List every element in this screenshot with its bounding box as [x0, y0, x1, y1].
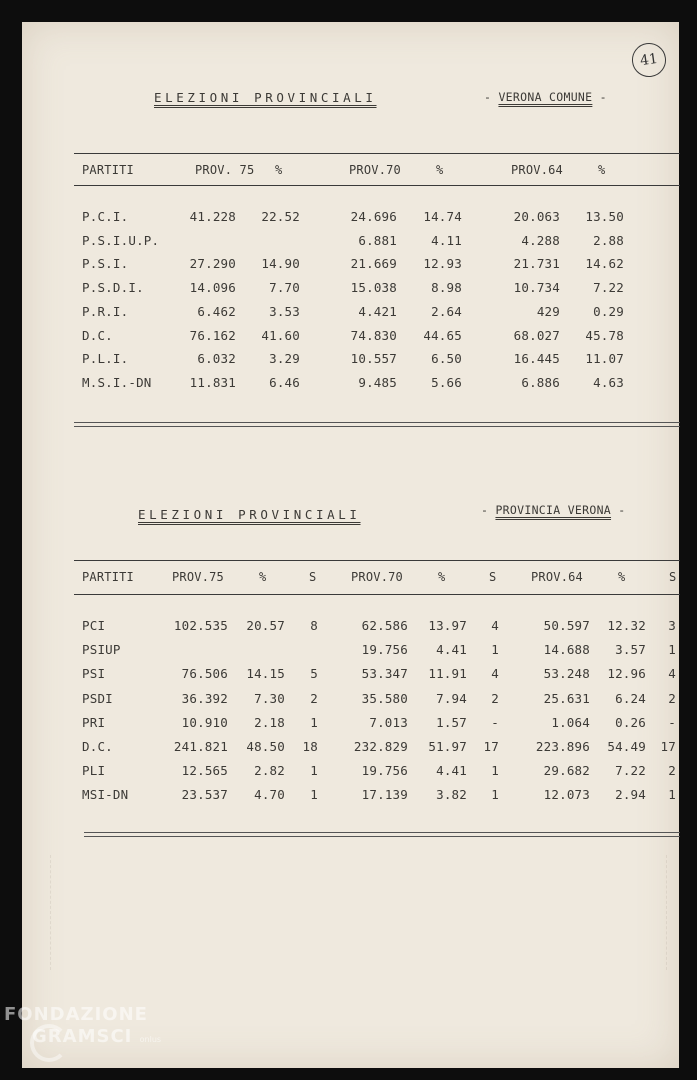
value-cell: 53.347 [361, 666, 408, 682]
value-cell: 1 [491, 763, 499, 779]
party-name-cell: PCI [82, 618, 106, 633]
value-cell: 0.29 [593, 303, 624, 319]
section2-header-bottom-rule [74, 594, 680, 595]
value-cell: 223.896 [535, 739, 590, 754]
value-cell: 22.52 [261, 209, 300, 224]
value-cell: 53.248 [543, 666, 590, 682]
value-cell: 20.57 [246, 618, 285, 633]
value-cell: 3.29 [269, 351, 300, 367]
value-cell: 44.65 [423, 327, 462, 343]
value-cell: 6.462 [197, 303, 236, 319]
value-cell: 2 [310, 690, 318, 706]
section1-header-top-rule [74, 153, 680, 154]
value-cell: 5 [310, 666, 318, 682]
value-cell: 6.50 [431, 351, 462, 367]
value-cell: 6.032 [197, 351, 236, 367]
watermark-line2: GRAMSCI [32, 1026, 133, 1047]
column-header: PROV.75 [172, 570, 224, 584]
value-cell: 11.91 [428, 666, 467, 682]
column-header: PROV. 75 [195, 163, 255, 177]
value-cell: 12.565 [181, 763, 228, 779]
value-cell: 23.537 [181, 787, 228, 803]
watermark-logo [4, 1004, 161, 1051]
value-cell: 17.139 [361, 787, 408, 803]
value-cell: 1.064 [551, 714, 590, 730]
value-cell: 1 [310, 787, 318, 803]
value-cell: 2.82 [254, 763, 285, 779]
value-cell: 41.228 [189, 209, 236, 224]
section2-subtitle: - PROVINCIA VERONA - [481, 503, 626, 517]
watermark-line3: onlus [139, 1035, 162, 1044]
party-name-cell: P.S.I.U.P. [82, 232, 160, 248]
column-header: PROV.64 [511, 163, 563, 177]
value-cell: 4.70 [254, 787, 285, 803]
page-number: 41 [630, 41, 668, 79]
party-name-cell: PSI [82, 666, 106, 682]
value-cell: 4.11 [431, 232, 462, 248]
value-cell: 8.98 [431, 280, 462, 296]
value-cell: 2 [668, 763, 676, 779]
party-name-cell: P.S.I. [82, 256, 129, 272]
value-cell: 8 [310, 618, 318, 633]
column-header: % [275, 163, 283, 177]
column-header: % [598, 163, 606, 177]
value-cell: 9.485 [358, 374, 397, 390]
value-cell: 4 [668, 666, 676, 682]
value-cell: 13.50 [585, 209, 624, 224]
section2-double-rule [84, 832, 680, 837]
value-cell: 2.94 [615, 787, 646, 803]
value-cell: 35.580 [361, 690, 408, 706]
value-cell: 6.46 [269, 374, 300, 390]
value-cell: 11.831 [189, 374, 236, 390]
value-cell: 13.97 [428, 618, 467, 633]
section1-subtitle: - VERONA COMUNE - [484, 90, 607, 104]
section2-header-top-rule [74, 560, 680, 561]
column-header: % [436, 163, 444, 177]
blank-lower-area [50, 855, 667, 970]
value-cell: 76.506 [181, 666, 228, 682]
section1-title: ELEZIONI PROVINCIALI [154, 90, 377, 105]
section1-double-rule [74, 422, 680, 427]
value-cell: 6.886 [521, 374, 560, 390]
value-cell: 20.063 [513, 209, 560, 224]
value-cell: 1 [310, 763, 318, 779]
value-cell: 1 [491, 642, 499, 658]
party-name-cell: D.C. [82, 327, 113, 343]
value-cell: 3.82 [436, 787, 467, 803]
value-cell: 50.597 [543, 618, 590, 633]
watermark-line1: FONDAZIONE [4, 1004, 148, 1025]
section1-header-bottom-rule [74, 185, 680, 186]
value-cell: 48.50 [246, 739, 285, 754]
column-header: PROV.70 [349, 163, 401, 177]
value-cell: 7.22 [593, 280, 624, 296]
value-cell: 1 [491, 787, 499, 803]
value-cell: 4.288 [521, 232, 560, 248]
value-cell: 4.63 [593, 374, 624, 390]
value-cell: 21.669 [350, 256, 397, 272]
party-name-cell: P.R.I. [82, 303, 129, 319]
value-cell: 7.94 [436, 690, 467, 706]
value-cell: 62.586 [361, 618, 408, 633]
value-cell: 12.93 [423, 256, 462, 272]
value-cell: 27.290 [189, 256, 236, 272]
column-header: PROV.70 [351, 570, 403, 584]
party-name-cell: P.S.D.I. [82, 280, 144, 296]
value-cell: 12.32 [607, 618, 646, 633]
value-cell: 24.696 [350, 209, 397, 224]
value-cell: 14.688 [543, 642, 590, 658]
value-cell: 7.30 [254, 690, 285, 706]
value-cell: 5.66 [431, 374, 462, 390]
value-cell: 4 [491, 618, 499, 633]
party-name-cell: PLI [82, 763, 106, 779]
value-cell: 4.41 [436, 642, 467, 658]
value-cell: 74.830 [350, 327, 397, 343]
value-cell: 12.96 [607, 666, 646, 682]
column-header: S [489, 570, 497, 584]
value-cell: 25.631 [543, 690, 590, 706]
value-cell: 14.62 [585, 256, 624, 272]
gramsci-logo-icon [30, 1024, 68, 1062]
value-cell: 7.013 [369, 714, 408, 730]
value-cell: 1 [310, 714, 318, 730]
value-cell: 4 [491, 666, 499, 682]
column-header: % [259, 570, 267, 584]
value-cell: 4.421 [358, 303, 397, 319]
value-cell: 18 [302, 739, 318, 754]
value-cell: 6.24 [615, 690, 646, 706]
party-name-cell: PSDI [82, 690, 113, 706]
column-header: % [438, 570, 446, 584]
value-cell: - [668, 714, 676, 730]
party-name-cell: D.C. [82, 739, 113, 754]
value-cell: 17 [660, 739, 676, 754]
value-cell: 7.22 [615, 763, 646, 779]
value-cell: 21.731 [513, 256, 560, 272]
section2-title: ELEZIONI PROVINCIALI [138, 507, 361, 522]
value-cell: 6.881 [358, 232, 397, 248]
value-cell: 29.682 [543, 763, 590, 779]
value-cell: 232.829 [353, 739, 408, 754]
value-cell: 241.821 [173, 739, 228, 754]
column-header: S [669, 570, 677, 584]
party-name-cell: P.C.I. [82, 209, 129, 224]
column-header: S [309, 570, 317, 584]
value-cell: 14.096 [189, 280, 236, 296]
value-cell: 4.41 [436, 763, 467, 779]
value-cell: 68.027 [513, 327, 560, 343]
value-cell: 54.49 [607, 739, 646, 754]
value-cell: 0.26 [615, 714, 646, 730]
value-cell: 1 [668, 787, 676, 803]
value-cell: 41.60 [261, 327, 300, 343]
value-cell: 15.038 [350, 280, 397, 296]
value-cell: 3.57 [615, 642, 646, 658]
party-name-cell: PSIUP [82, 642, 121, 658]
value-cell: 51.97 [428, 739, 467, 754]
value-cell: 10.910 [181, 714, 228, 730]
value-cell: 17 [483, 739, 499, 754]
party-name-cell: M.S.I.-DN [82, 374, 152, 390]
value-cell: 19.756 [361, 642, 408, 658]
value-cell: 19.756 [361, 763, 408, 779]
value-cell: 2.64 [431, 303, 462, 319]
column-header: PARTITI [82, 570, 134, 584]
value-cell: 3 [668, 618, 676, 633]
value-cell: 11.07 [585, 351, 624, 367]
party-name-cell: MSI-DN [82, 787, 129, 803]
value-cell: 2.18 [254, 714, 285, 730]
value-cell: 429 [536, 303, 560, 319]
value-cell: 2 [491, 690, 499, 706]
value-cell: 16.445 [513, 351, 560, 367]
value-cell: 2.88 [593, 232, 624, 248]
column-header: PROV.64 [531, 570, 583, 584]
value-cell: 102.535 [173, 618, 228, 633]
value-cell: 76.162 [189, 327, 236, 343]
value-cell: - [491, 714, 499, 730]
party-name-cell: PRI [82, 714, 106, 730]
value-cell: 45.78 [585, 327, 624, 343]
column-header: % [618, 570, 626, 584]
column-header: PARTITI [82, 163, 134, 177]
value-cell: 1.57 [436, 714, 467, 730]
value-cell: 1 [668, 642, 676, 658]
value-cell: 36.392 [181, 690, 228, 706]
value-cell: 10.557 [350, 351, 397, 367]
value-cell: 14.90 [261, 256, 300, 272]
value-cell: 12.073 [543, 787, 590, 803]
value-cell: 14.74 [423, 209, 462, 224]
value-cell: 14.15 [246, 666, 285, 682]
value-cell: 10.734 [513, 280, 560, 296]
value-cell: 7.70 [269, 280, 300, 296]
value-cell: 2 [668, 690, 676, 706]
value-cell: 3.53 [269, 303, 300, 319]
party-name-cell: P.L.I. [82, 351, 129, 367]
